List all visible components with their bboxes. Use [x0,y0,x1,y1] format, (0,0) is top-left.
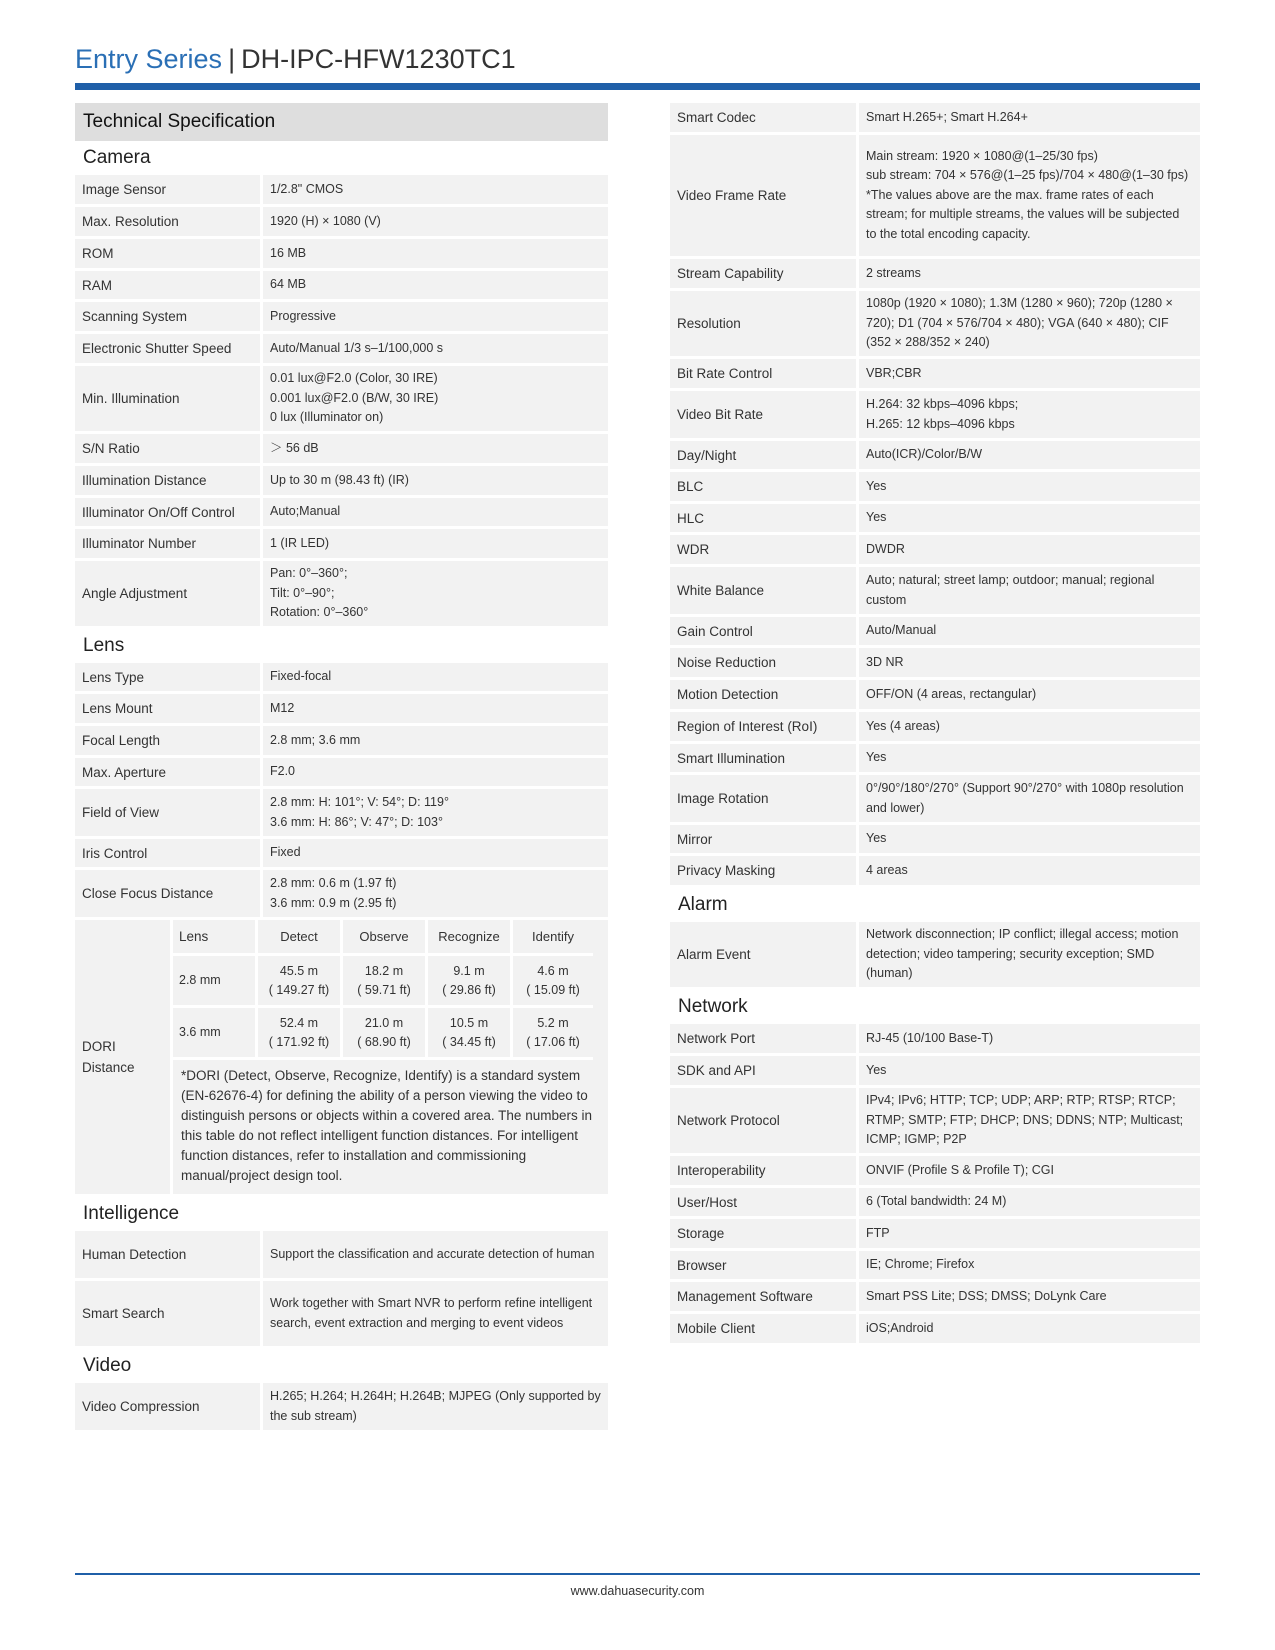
section-camera-title: Camera [83,147,151,168]
spec-row [75,789,608,836]
spec-row [670,1088,1200,1153]
spec-key: ROM [75,239,260,268]
network-table [670,1024,1200,1343]
dori-header-recognize: Recognize [425,920,510,956]
spec-row [75,207,608,236]
spec-key: Browser [670,1251,856,1279]
spec-value: IPv4; IPv6; HTTP; TCP; UDP; ARP; RTP; RTSP; RTCP; RTMP; SMTP; FTP; DHCP; DNS; DDNS; NTP; Multicast; ICMP; IGMP; P2P [859,1088,1200,1153]
spec-value: 1/2.8" CMOS [263,175,608,204]
spec-row [670,680,1200,709]
spec-key: User/Host [670,1188,856,1216]
spec-row [670,1156,1200,1185]
dori-header-observe: Observe [340,920,425,956]
dori-row2-observe: 21.0 m ( 68.90 ft) [340,1008,425,1060]
spec-key: Scanning System [75,302,260,331]
spec-key: S/N Ratio [75,434,260,463]
spec-value: M12 [263,694,608,723]
spec-row [75,466,608,495]
spec-value: DWDR [859,535,1200,564]
series-name: Entry Series [75,44,223,74]
spec-value: iOS;Android [859,1314,1200,1343]
spec-value: Smart H.265+; Smart H.264+ [859,103,1200,132]
spec-row [75,561,608,626]
spec-row [670,1056,1200,1085]
spec-row [670,1314,1200,1343]
spec-key: Alarm Event [670,922,856,987]
spec-row [75,498,608,526]
spec-key: Image Sensor [75,175,260,204]
spec-value: Fixed [263,839,608,867]
spec-row [75,334,608,363]
spec-value: Up to 30 m (98.43 ft) (IR) [263,466,608,495]
spec-value: 2 streams [859,259,1200,288]
spec-value: Main stream: 1920 × 1080@(1–25/30 fps) sub stream: 704 × 576@(1–25 fps)/704 × 480@(1–30 fps) *The values above are the max. frame rates of each stream; for multiple streams, the values will be subjected to the total encoding capacity. [859,135,1200,256]
camera-table [75,175,608,626]
spec-row [75,366,608,431]
title-separator: | [228,44,236,74]
section-alarm-title: Alarm [678,894,728,915]
spec-value: ONVIF (Profile S & Profile T); CGI [859,1156,1200,1185]
spec-key: Electronic Shutter Speed [75,334,260,363]
spec-key: White Balance [670,567,856,614]
spec-value: Yes [859,472,1200,501]
spec-key: Network Protocol [670,1088,856,1153]
spec-value: Network disconnection; IP conflict; illegal access; motion detection; video tampering; security exception; SMD (human) [859,922,1200,987]
spec-row [75,1281,608,1346]
spec-row [75,870,608,917]
alarm-table [670,922,1200,987]
spec-key: Video Frame Rate [670,135,856,256]
spec-key: Smart Illumination [670,744,856,772]
spec-row [75,758,608,786]
spec-key: SDK and API [670,1056,856,1085]
spec-value: 1920 (H) × 1080 (V) [263,207,608,236]
footer-url: www.dahuasecurity.com [570,1584,705,1598]
spec-key: Mobile Client [670,1314,856,1343]
spec-row [670,391,1200,438]
section-video-title: Video [83,1355,132,1376]
spec-value: Support the classification and accurate detection of human [263,1231,608,1278]
spec-value: 1080p (1920 × 1080); 1.3M (1280 × 960); 720p (1280 × 720); D1 (704 × 576/704 × 480); VGA (640 × 480); CIF (352 × 288/352 × 240) [859,291,1200,356]
spec-value: ＞ 56 dB [263,434,608,463]
spec-key: Stream Capability [670,259,856,288]
dori-table [170,920,608,1060]
spec-value: OFF/ON (4 areas, rectangular) [859,680,1200,709]
spec-key: Video Compression [75,1383,260,1430]
spec-value: H.265; H.264; H.264H; H.264B; MJPEG (Only supported by the sub stream) [263,1383,608,1430]
spec-value: FTP [859,1219,1200,1248]
dori-row2-recognize: 10.5 m ( 34.45 ft) [425,1008,510,1060]
dori-header-identify: Identify [510,920,593,956]
spec-value: IE; Chrome; Firefox [859,1251,1200,1279]
spec-value: 2.8 mm: H: 101°; V: 54°; D: 119° 3.6 mm: H: 86°; V: 47°; D: 103° [263,789,608,836]
spec-value: 6 (Total bandwidth: 24 M) [859,1188,1200,1216]
spec-row [75,663,608,691]
spec-row [670,135,1200,256]
spec-row [670,1188,1200,1216]
spec-row [670,922,1200,987]
spec-value: 64 MB [263,271,608,299]
spec-row [670,441,1200,469]
spec-value: 3D NR [859,648,1200,677]
spec-value: Pan: 0°–360°; Tilt: 0°–90°; Rotation: 0°–360° [263,561,608,626]
spec-value: Yes [859,504,1200,532]
spec-key: Min. Illumination [75,366,260,431]
spec-key: WDR [670,535,856,564]
spec-key: Day/Night [670,441,856,469]
spec-value: 0.01 lux@F2.0 (Color, 30 IRE) 0.001 lux@F2.0 (B/W, 30 IRE) 0 lux (Illuminator on) [263,366,608,431]
spec-banner: Technical Specification [75,103,608,141]
spec-row [670,535,1200,564]
spec-value: Fixed-focal [263,663,608,691]
spec-row [670,712,1200,741]
spec-key: Lens Type [75,663,260,691]
lens-table [75,663,608,917]
dori-row1-observe: 18.2 m ( 59.71 ft) [340,956,425,1008]
dori-header-lens: Lens [170,920,255,956]
left-column [75,103,608,1433]
spec-key: HLC [670,504,856,532]
spec-row [75,694,608,723]
spec-key: Max. Aperture [75,758,260,786]
spec-key: Noise Reduction [670,648,856,677]
spec-key: Image Rotation [670,775,856,822]
spec-row [670,567,1200,614]
spec-value: Auto/Manual [859,617,1200,645]
video-table [670,103,1200,885]
spec-key: BLC [670,472,856,501]
spec-key: Max. Resolution [75,207,260,236]
spec-key: Interoperability [670,1156,856,1185]
spec-value: 1 (IR LED) [263,529,608,558]
spec-key: Illuminator Number [75,529,260,558]
spec-key: RAM [75,271,260,299]
spec-value: Auto; natural; street lamp; outdoor; manual; regional custom [859,567,1200,614]
spec-value: VBR;CBR [859,359,1200,388]
spec-value: 0°/90°/180°/270° (Support 90°/270° with 1080p resolution and lower) [859,775,1200,822]
spec-value: 2.8 mm: 0.6 m (1.97 ft) 3.6 mm: 0.9 m (2.95 ft) [263,870,608,917]
dori-row2-lens: 3.6 mm [170,1008,255,1060]
spec-value: RJ-45 (10/100 Base-T) [859,1024,1200,1053]
spec-value: Yes [859,825,1200,853]
spec-value: Auto;Manual [263,498,608,526]
spec-row [75,434,608,463]
spec-row [75,302,608,331]
spec-key: Angle Adjustment [75,561,260,626]
spec-row [75,239,608,268]
spec-row [670,259,1200,288]
spec-row [670,856,1200,885]
spec-row [670,359,1200,388]
spec-key: Gain Control [670,617,856,645]
spec-key: Motion Detection [670,680,856,709]
spec-key: Close Focus Distance [75,870,260,917]
spec-value: Auto/Manual 1/3 s–1/100,000 s [263,334,608,363]
dori-row1-recognize: 9.1 m ( 29.86 ft) [425,956,510,1008]
dori-row1-identify: 4.6 m ( 15.09 ft) [510,956,593,1008]
spec-key: Smart Codec [670,103,856,132]
spec-row [670,775,1200,822]
spec-row [75,726,608,755]
right-column [670,103,1200,1346]
spec-value: Yes [859,1056,1200,1085]
page-title [75,44,516,75]
video-compression-table [75,1383,608,1430]
spec-row [670,1251,1200,1279]
spec-value: 2.8 mm; 3.6 mm [263,726,608,755]
spec-value: Smart PSS Lite; DSS; DMSS; DoLynk Care [859,1282,1200,1311]
spec-value: 4 areas [859,856,1200,885]
spec-key: Human Detection [75,1231,260,1278]
spec-row [670,1219,1200,1248]
spec-key: Management Software [670,1282,856,1311]
spec-row [670,744,1200,772]
spec-key: Network Port [670,1024,856,1053]
spec-key: Field of View [75,789,260,836]
dori-header-detect: Detect [255,920,340,956]
dori-block [75,920,608,1194]
spec-key: Smart Search [75,1281,260,1346]
header-accent-bar [75,83,1200,90]
spec-value: Progressive [263,302,608,331]
section-network-title: Network [678,996,748,1017]
dori-label: DORI Distance [75,920,170,1194]
spec-key: Illuminator On/Off Control [75,498,260,526]
section-intelligence-title: Intelligence [83,1203,180,1224]
spec-key: Illumination Distance [75,466,260,495]
model-name: DH-IPC-HFW1230TC1 [241,44,516,74]
spec-row [670,825,1200,853]
spec-row [75,839,608,867]
spec-key: Storage [670,1219,856,1248]
spec-key: Mirror [670,825,856,853]
spec-row [670,617,1200,645]
spec-key: Video Bit Rate [670,391,856,438]
spec-row [670,1024,1200,1053]
intelligence-table [75,1231,608,1346]
spec-value: Yes [859,744,1200,772]
spec-row [670,1282,1200,1311]
spec-row [670,103,1200,132]
spec-row [75,1383,608,1430]
section-lens-title: Lens [83,635,125,656]
dori-row2-detect: 52.4 m ( 171.92 ft) [255,1008,340,1060]
dori-row2-identify: 5.2 m ( 17.06 ft) [510,1008,593,1060]
spec-row [670,472,1200,501]
spec-row [670,648,1200,677]
spec-key: Lens Mount [75,694,260,723]
spec-key: Iris Control [75,839,260,867]
footer-bar [75,1573,1200,1575]
spec-row [670,504,1200,532]
dori-row1-detect: 45.5 m ( 149.27 ft) [255,956,340,1008]
dori-note: *DORI (Detect, Observe, Recognize, Identify) is a standard system (EN-62676-4) for defining the ability of a person viewing the video to distinguish persons or objects within a covered area. The numbers in this table do not reflect intelligent function distances. For intelligent function distances, refer to installation and commissioning manual/project design tool. [170,1060,608,1194]
spec-value: Yes (4 areas) [859,712,1200,741]
spec-key: Focal Length [75,726,260,755]
spec-row [75,1231,608,1278]
spec-key: Bit Rate Control [670,359,856,388]
spec-key: Region of Interest (RoI) [670,712,856,741]
spec-row [75,271,608,299]
spec-row [75,529,608,558]
spec-value: 16 MB [263,239,608,268]
spec-key: Resolution [670,291,856,356]
dori-body [170,920,608,1194]
spec-value: H.264: 32 kbps–4096 kbps; H.265: 12 kbps–4096 kbps [859,391,1200,438]
spec-row [670,291,1200,356]
spec-row [75,175,608,204]
spec-value: Auto(ICR)/Color/B/W [859,441,1200,469]
spec-value: Work together with Smart NVR to perform refine intelligent search, event extraction and merging to event videos [263,1281,608,1346]
spec-key: Privacy Masking [670,856,856,885]
spec-value: F2.0 [263,758,608,786]
dori-row1-lens: 2.8 mm [170,956,255,1008]
